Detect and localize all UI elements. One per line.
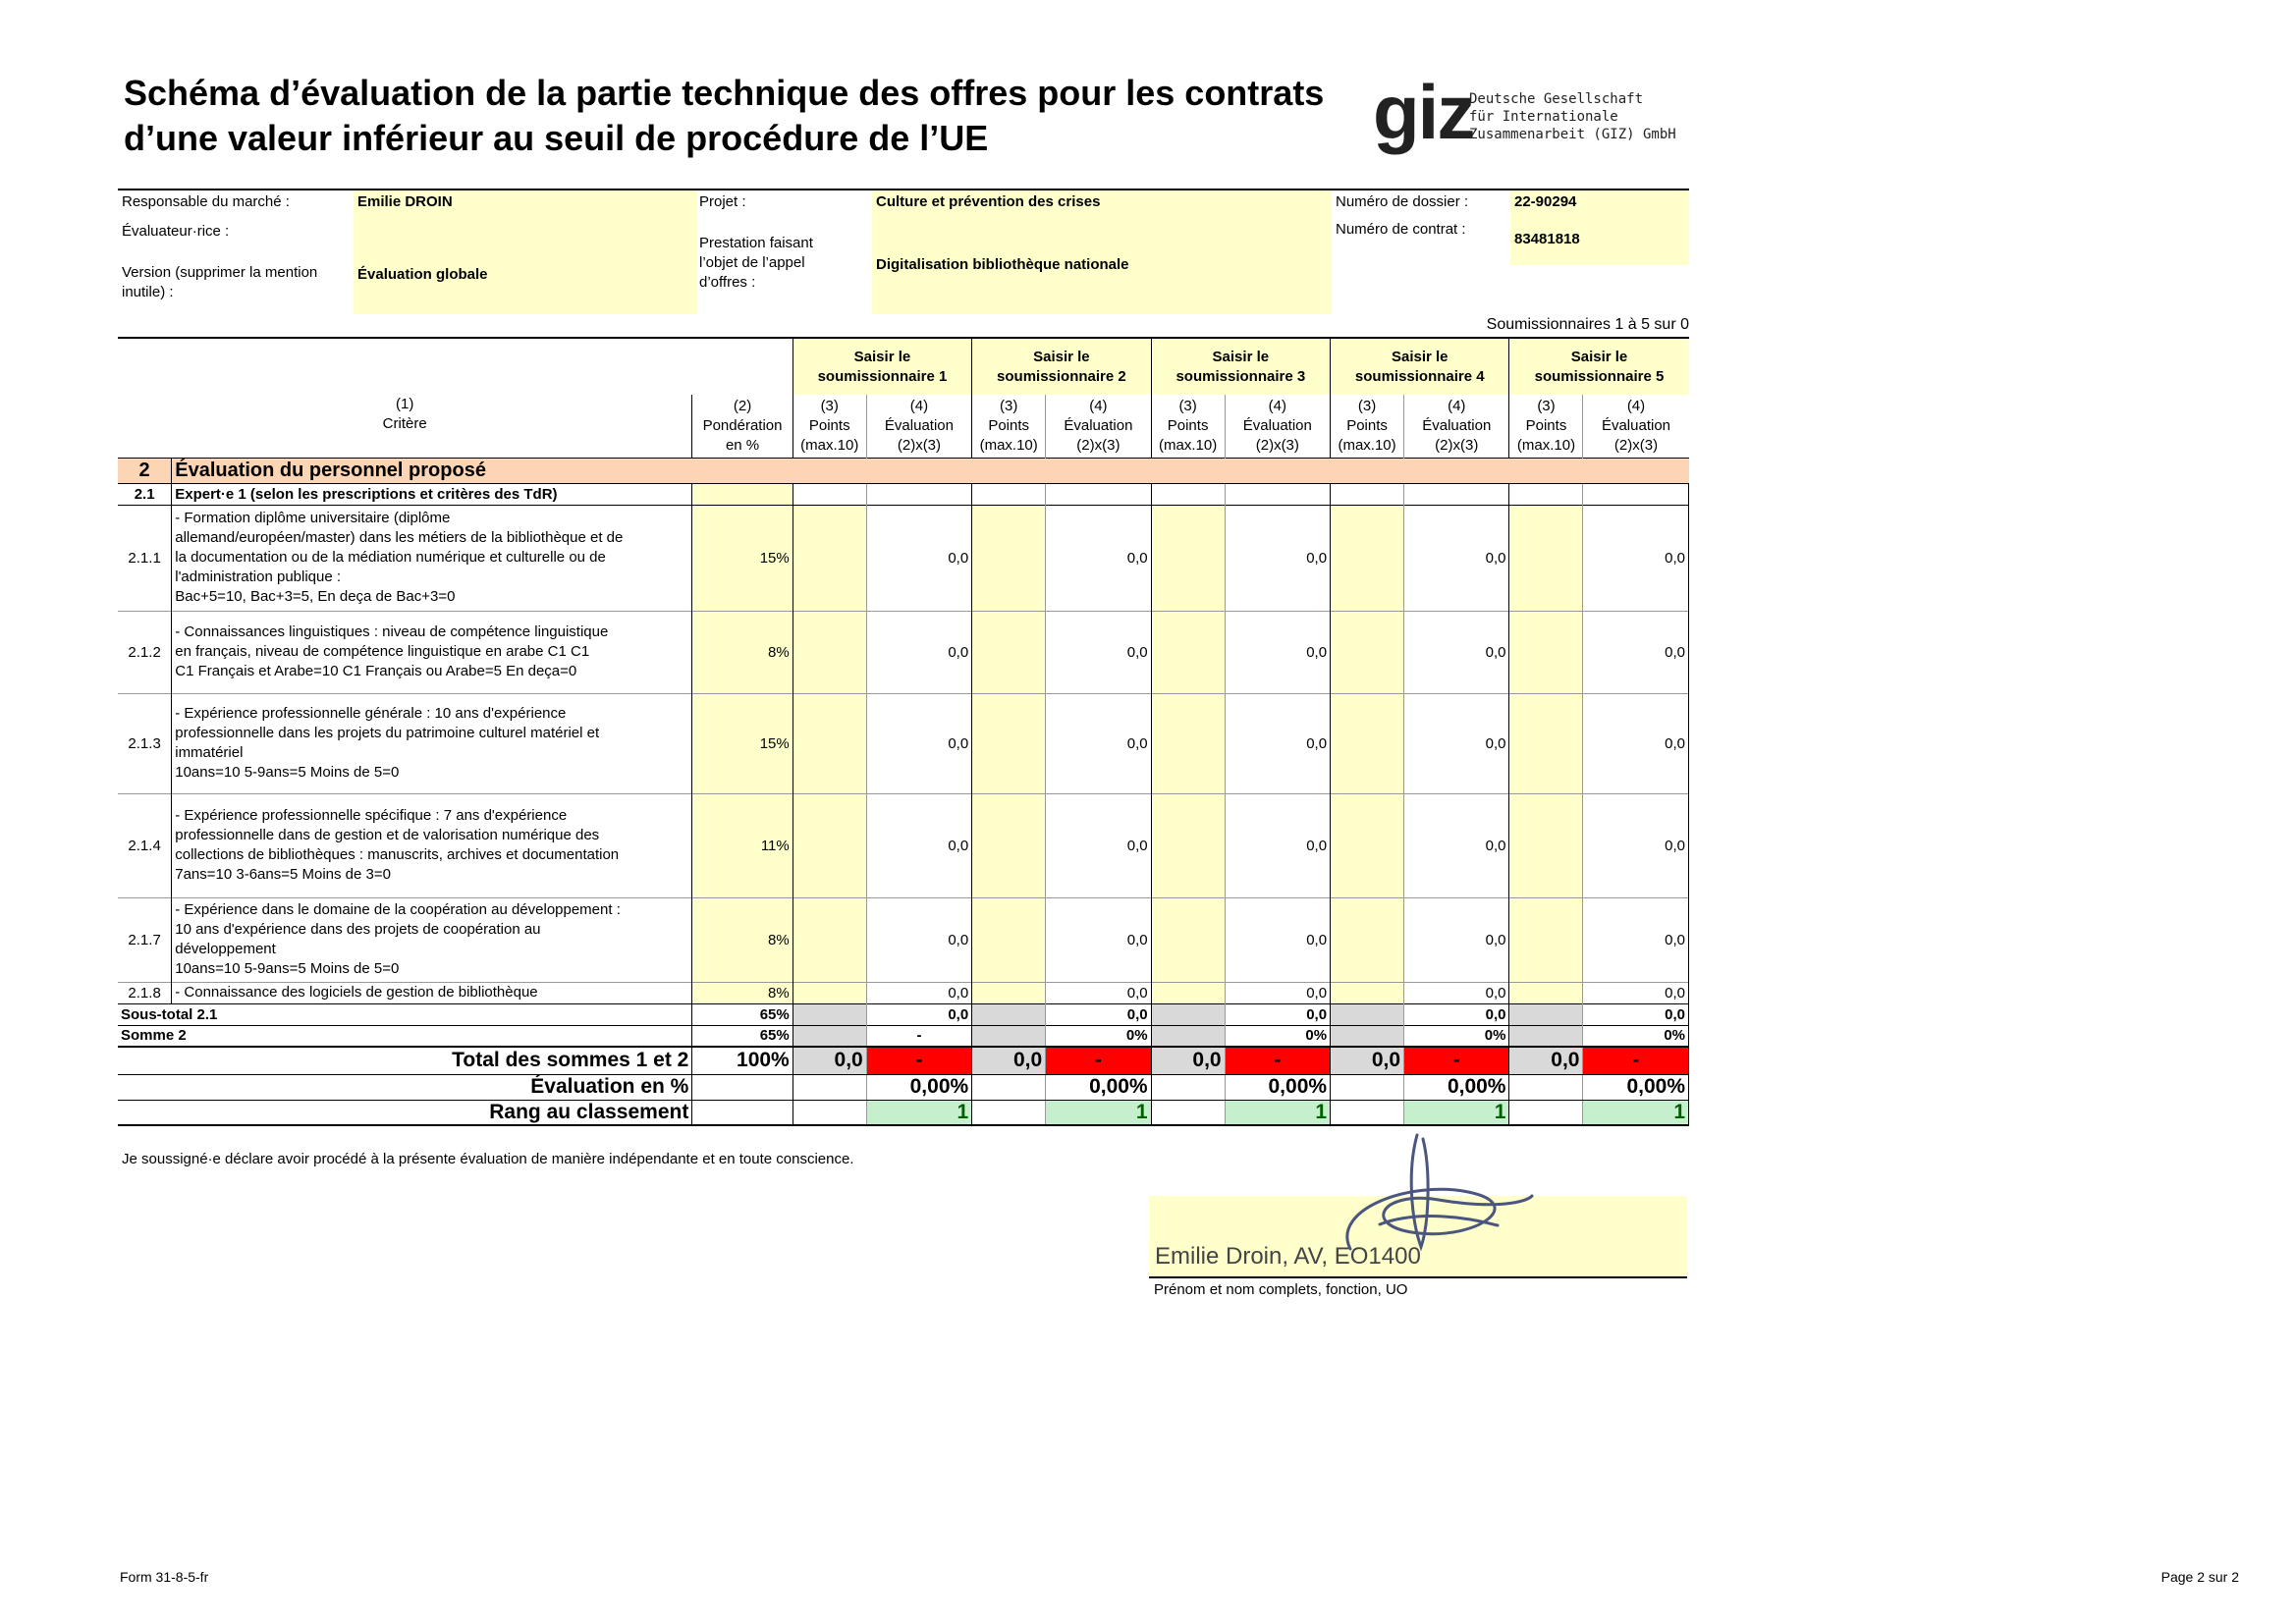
section-number: 2 <box>118 458 172 483</box>
eval-cell: 0,0 <box>1046 982 1151 1003</box>
points-input[interactable] <box>1331 982 1404 1003</box>
eval-cell: 0,0 <box>1046 793 1151 897</box>
total-points: 0,0 <box>1331 1047 1404 1074</box>
eval-cell: 0,0 <box>1404 693 1509 793</box>
points-col-header: (3) Points (max.10) <box>972 395 1046 458</box>
rank-value: 1 <box>1583 1100 1689 1125</box>
table-row <box>118 793 1689 897</box>
subtotal-eval: 0,0 <box>1225 1003 1330 1025</box>
weight-col-header: (2) Pondération en % <box>692 395 793 458</box>
eval-cell: 0,0 <box>866 793 971 897</box>
projet-value[interactable]: Culture et prévention des crises <box>876 193 1101 210</box>
signature-caption: Prénom et nom complets, fonction, UO <box>1154 1281 1408 1298</box>
subtotal-label: Sous-total 2.1 <box>118 1003 692 1025</box>
eval-col-header: (4) Évaluation (2)x(3) <box>1404 395 1509 458</box>
subtotal-weight: 65% <box>692 1003 793 1025</box>
weight-cell[interactable]: 11% <box>692 793 793 897</box>
section-row <box>118 458 1689 483</box>
header-block <box>118 189 1689 300</box>
criterion-text: - Expérience dans le domaine de la coopération au développement : 10 ans d'expérience dans des projets de coopération au développement 10ans=10 5-9ans=5 Moins de 5=0 <box>172 897 692 982</box>
points-input[interactable] <box>1509 693 1583 793</box>
responsable-value[interactable]: Emilie DROIN <box>357 193 453 210</box>
total-eval: - <box>1404 1047 1509 1074</box>
eval-cell: 0,0 <box>1404 505 1509 611</box>
percent-label: Évaluation en % <box>118 1074 692 1100</box>
eval-cell: 0,0 <box>866 505 971 611</box>
points-input[interactable] <box>972 982 1046 1003</box>
eval-cell: 0,0 <box>1404 982 1509 1003</box>
points-input[interactable] <box>972 793 1046 897</box>
eval-cell: 0,0 <box>1046 897 1151 982</box>
subsection-number: 2.1 <box>118 483 172 505</box>
form-number: Form 31-8-5-fr <box>120 1569 209 1585</box>
table-row <box>118 693 1689 793</box>
subtotal-row <box>118 1003 1689 1025</box>
eval-cell: 0,0 <box>1225 897 1330 982</box>
table-row <box>118 982 1689 1003</box>
rank-row <box>118 1100 1689 1125</box>
points-input[interactable] <box>793 611 866 693</box>
sum-eval: - <box>866 1025 971 1047</box>
eval-cell: 0,0 <box>866 897 971 982</box>
points-col-header: (3) Points (max.10) <box>1509 395 1583 458</box>
logo-text: Deutsche Gesellschaft für Internationale Zusammenarbeit (GIZ) GmbH <box>1469 91 1676 142</box>
weight-cell[interactable]: 8% <box>692 897 793 982</box>
points-input[interactable] <box>972 505 1046 611</box>
points-input[interactable] <box>1151 897 1225 982</box>
percent-value: 0,00% <box>866 1074 971 1100</box>
section-title: Évaluation du personnel proposé <box>172 458 1689 483</box>
bidder-5-header[interactable]: Saisir le soumissionnaire 5 <box>1509 338 1689 395</box>
total-points: 0,0 <box>793 1047 866 1074</box>
points-input[interactable] <box>1331 505 1404 611</box>
points-input[interactable] <box>972 897 1046 982</box>
subtotal-eval: 0,0 <box>1583 1003 1689 1025</box>
weight-cell[interactable]: 8% <box>692 611 793 693</box>
title-line-1: Schéma d’évaluation de la partie technique des offres pour les contrats <box>124 73 1325 113</box>
dossier-value[interactable]: 22-90294 <box>1514 193 1577 210</box>
eval-cell: 0,0 <box>866 982 971 1003</box>
points-input[interactable] <box>1151 693 1225 793</box>
points-input[interactable] <box>1151 505 1225 611</box>
eval-cell: 0,0 <box>866 611 971 693</box>
evaluateur-label: Évaluateur·rice : <box>122 223 230 240</box>
criterion-text: - Expérience professionnelle spécifique : 7 ans d'expérience professionnelle dans de gestion et de valorisation numérique des collections de bibliothèques : manuscrits, archives et documentation 7ans=10 3-6ans=5 Moins de 3=0 <box>172 793 692 897</box>
eval-cell: 0,0 <box>1404 611 1509 693</box>
points-input[interactable] <box>972 693 1046 793</box>
points-input[interactable] <box>793 505 866 611</box>
total-row <box>118 1047 1689 1074</box>
points-input[interactable] <box>1151 982 1225 1003</box>
bidder-2-header[interactable]: Saisir le soumissionnaire 2 <box>972 338 1151 395</box>
subtotal-eval: 0,0 <box>1404 1003 1509 1025</box>
eval-cell: 0,0 <box>1046 505 1151 611</box>
weight-cell[interactable]: 15% <box>692 505 793 611</box>
eval-cell: 0,0 <box>1404 897 1509 982</box>
responsable-label: Responsable du marché : <box>122 193 290 210</box>
weight-cell[interactable]: 8% <box>692 982 793 1003</box>
points-input[interactable] <box>1509 982 1583 1003</box>
eval-cell: 0,0 <box>1583 505 1689 611</box>
rank-value: 1 <box>1046 1100 1151 1125</box>
eval-cell: 0,0 <box>1583 982 1689 1003</box>
percent-value: 0,00% <box>1225 1074 1330 1100</box>
bidder-1-header[interactable]: Saisir le soumissionnaire 1 <box>793 338 971 395</box>
points-input[interactable] <box>793 793 866 897</box>
total-points: 0,0 <box>972 1047 1046 1074</box>
bidder-header-row <box>118 338 1689 395</box>
sum-weight: 65% <box>692 1025 793 1047</box>
sum-label: Somme 2 <box>118 1025 692 1047</box>
sum-eval: 0% <box>1046 1025 1151 1047</box>
row-number: 2.1.7 <box>118 897 172 982</box>
criterion-text: - Formation diplôme universitaire (diplôme allemand/européen/master) dans les métiers de la bibliothèque et de la documentation ou de la médiation numérique et culturelle ou de l'administration publique : Bac+5=10, Bac+3=5, En deça de Bac+3=0 <box>172 505 692 611</box>
contrat-value[interactable]: 83481818 <box>1514 231 1580 247</box>
contrat-label: Numéro de contrat : <box>1336 221 1466 238</box>
version-value[interactable]: Évaluation globale <box>357 266 488 283</box>
eval-cell: 0,0 <box>1225 693 1330 793</box>
row-number: 2.1.3 <box>118 693 172 793</box>
subsection-row <box>118 483 1689 505</box>
eval-cell: 0,0 <box>1046 611 1151 693</box>
handwritten-signature <box>1321 1131 1537 1259</box>
eval-cell: 0,0 <box>1225 982 1330 1003</box>
version-label: Version (supprimer la mention inutile) : <box>122 264 318 300</box>
declaration-text: Je soussigné·e déclare avoir procédé à la présente évaluation de manière indépendante et en toute conscience. <box>122 1151 854 1167</box>
subtotal-eval: 0,0 <box>1046 1003 1151 1025</box>
table-row <box>118 611 1689 693</box>
rank-label: Rang au classement <box>118 1100 692 1125</box>
rank-value: 1 <box>866 1100 971 1125</box>
points-input[interactable] <box>972 611 1046 693</box>
eval-cell: 0,0 <box>1046 693 1151 793</box>
rank-value: 1 <box>1404 1100 1509 1125</box>
points-input[interactable] <box>1331 611 1404 693</box>
points-input[interactable] <box>1509 897 1583 982</box>
signature-name: Emilie Droin, AV, EO1400 <box>1155 1243 1421 1270</box>
points-input[interactable] <box>793 897 866 982</box>
criterion-text: - Connaissances linguistiques : niveau de compétence linguistique en français, niveau de compétence linguistique en arabe C1 C1 C1 Français et Arabe=10 C1 Français ou Arabe=5 En deça=0 <box>172 611 692 693</box>
points-col-header: (3) Points (max.10) <box>1331 395 1404 458</box>
row-number: 2.1.8 <box>118 982 172 1003</box>
percent-value: 0,00% <box>1404 1074 1509 1100</box>
points-input[interactable] <box>1331 793 1404 897</box>
sum-eval: 0% <box>1583 1025 1689 1047</box>
eval-col-header: (4) Évaluation (2)x(3) <box>1046 395 1151 458</box>
points-input[interactable] <box>1509 793 1583 897</box>
table-row <box>118 505 1689 611</box>
criterion-text: - Expérience professionnelle générale : 10 ans d'expérience professionnelle dans les projets du patrimoine culturel matériel et immatériel 10ans=10 5-9ans=5 Moins de 5=0 <box>172 693 692 793</box>
percent-row <box>118 1074 1689 1100</box>
sum-eval: 0% <box>1225 1025 1330 1047</box>
column-header-row <box>118 395 1689 458</box>
row-number: 2.1.4 <box>118 793 172 897</box>
points-input[interactable] <box>793 982 866 1003</box>
dossier-label: Numéro de dossier : <box>1336 193 1469 210</box>
total-weight: 100% <box>692 1047 793 1074</box>
total-points: 0,0 <box>1509 1047 1583 1074</box>
sum-row <box>118 1025 1689 1047</box>
rank-value: 1 <box>1225 1100 1330 1125</box>
eval-cell: 0,0 <box>1583 611 1689 693</box>
points-col-header: (3) Points (max.10) <box>793 395 866 458</box>
document-title <box>124 71 1341 161</box>
bidder-4-header[interactable]: Saisir le soumissionnaire 4 <box>1331 338 1509 395</box>
points-input[interactable] <box>1331 693 1404 793</box>
eval-cell: 0,0 <box>1225 793 1330 897</box>
eval-cell: 0,0 <box>1583 793 1689 897</box>
eval-cell: 0,0 <box>1404 793 1509 897</box>
subsection-title: Expert·e 1 (selon les prescriptions et critères des TdR) <box>172 483 692 505</box>
total-points: 0,0 <box>1151 1047 1225 1074</box>
eval-col-header: (4) Évaluation (2)x(3) <box>1225 395 1330 458</box>
points-input[interactable] <box>1151 611 1225 693</box>
criterion-text: - Connaissance des logiciels de gestion de bibliothèque <box>172 982 692 1003</box>
bidder-counter: Soumissionnaires 1 à 5 sur 0 <box>1486 316 1689 333</box>
eval-col-header: (4) Évaluation (2)x(3) <box>1583 395 1689 458</box>
eval-cell: 0,0 <box>1583 897 1689 982</box>
points-input[interactable] <box>1331 897 1404 982</box>
points-input[interactable] <box>1509 505 1583 611</box>
page-number: Page 2 sur 2 <box>2160 1569 2239 1585</box>
prestation-label: Prestation faisant l’objet de l’appel d’offres : <box>699 235 813 291</box>
weight-cell[interactable]: 15% <box>692 693 793 793</box>
giz-logo <box>1373 69 1676 157</box>
total-eval: - <box>1046 1047 1151 1074</box>
eval-cell: 0,0 <box>866 693 971 793</box>
eval-cell: 0,0 <box>1583 693 1689 793</box>
projet-label: Projet : <box>699 193 746 210</box>
percent-value: 0,00% <box>1583 1074 1689 1100</box>
evaluation-table <box>118 337 1689 1126</box>
table-row <box>118 897 1689 982</box>
logo-mark: giz <box>1373 69 1474 155</box>
eval-cell: 0,0 <box>1225 611 1330 693</box>
eval-col-header: (4) Évaluation (2)x(3) <box>866 395 971 458</box>
row-number: 2.1.1 <box>118 505 172 611</box>
points-input[interactable] <box>793 693 866 793</box>
total-eval: - <box>866 1047 971 1074</box>
points-col-header: (3) Points (max.10) <box>1151 395 1225 458</box>
subtotal-eval: 0,0 <box>866 1003 971 1025</box>
total-label: Total des sommes 1 et 2 <box>118 1047 692 1074</box>
total-eval: - <box>1225 1047 1330 1074</box>
prestation-value[interactable]: Digitalisation bibliothèque nationale <box>876 256 1129 273</box>
sum-eval: 0% <box>1404 1025 1509 1047</box>
criterion-col-header: (1) Critère <box>382 396 427 432</box>
row-number: 2.1.2 <box>118 611 172 693</box>
points-input[interactable] <box>1509 611 1583 693</box>
eval-cell: 0,0 <box>1225 505 1330 611</box>
percent-value: 0,00% <box>1046 1074 1151 1100</box>
bidder-3-header[interactable]: Saisir le soumissionnaire 3 <box>1151 338 1330 395</box>
points-input[interactable] <box>1151 793 1225 897</box>
title-line-2: d’une valeur inférieur au seuil de procédure de l’UE <box>124 118 989 158</box>
total-eval: - <box>1583 1047 1689 1074</box>
